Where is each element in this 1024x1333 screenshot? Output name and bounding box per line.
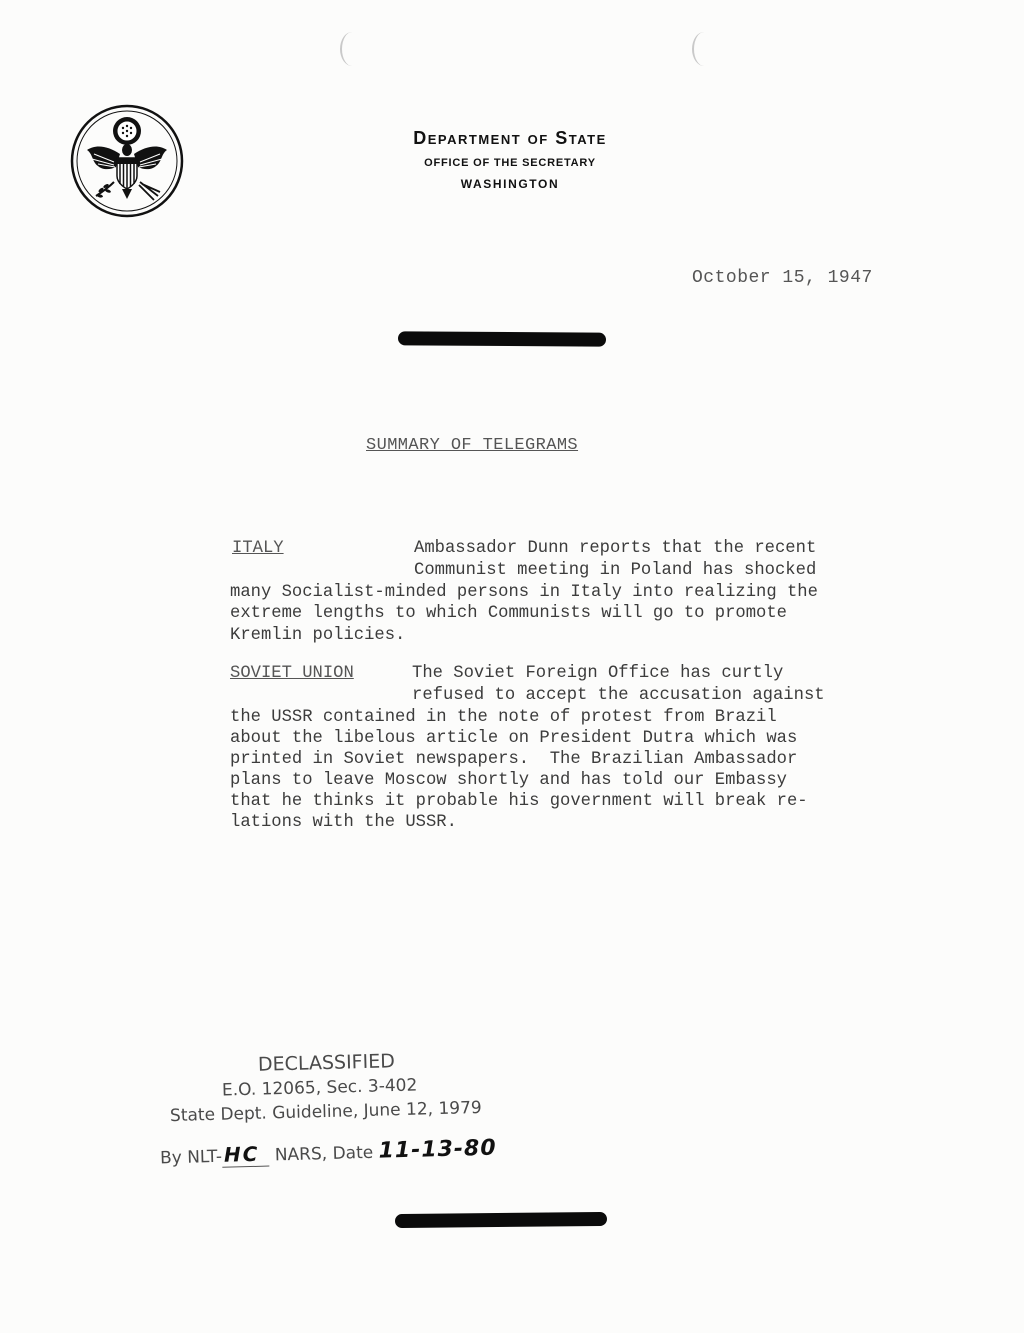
punch-hole-mark: [692, 32, 716, 66]
letterhead: [360, 128, 660, 191]
city-name: WASHINGTON: [460, 177, 560, 191]
document-title: SUMMARY OF TELEGRAMS: [366, 436, 579, 455]
department-name: Department of State: [413, 128, 607, 148]
declassified-stamp-title: DECLASSIFIED: [257, 1050, 396, 1076]
punch-hole-mark: [340, 32, 364, 66]
section-line: extreme lengths to which Communists will go to promote: [230, 604, 787, 623]
section-line: printed in Soviet newspapers. The Brazilian Ambassador: [230, 750, 798, 769]
office-name: OFFICE OF THE SECRETARY: [424, 157, 596, 169]
section-heading-italy: ITALY: [232, 539, 284, 558]
declassified-stamp-guideline: State Dept. Guideline, June 12, 1979: [169, 1097, 482, 1127]
declassified-stamp-signoff: [160, 1136, 497, 1170]
section-line: about the libelous article on President Dutra which was: [230, 729, 798, 748]
section-line: Kremlin policies.: [230, 626, 406, 645]
redaction-bar: [398, 331, 606, 346]
section-heading-soviet-union: SOVIET UNION: [230, 664, 354, 683]
handwritten-date: 11-13-80: [378, 1135, 497, 1164]
section-line: the USSR contained in the note of protest from Brazil: [230, 708, 777, 727]
great-seal-icon: [70, 104, 184, 218]
handwritten-initials: HC: [222, 1142, 270, 1168]
section-line: Communist meeting in Poland has shocked: [414, 561, 817, 580]
section-line: many Socialist-minded persons in Italy into realizing the: [230, 583, 818, 602]
section-first-line: Ambassador Dunn reports that the recent: [414, 539, 817, 558]
section-line: that he thinks it probable his government will break re-: [230, 792, 808, 811]
section-first-line: The Soviet Foreign Office has curtly: [412, 664, 784, 683]
section-line: refused to accept the accusation against: [412, 686, 825, 705]
declassified-stamp-authority: E.O. 12065, Sec. 3-402: [221, 1075, 418, 1101]
nars-date-label: NARS, Date: [274, 1142, 374, 1166]
section-line: plans to leave Moscow shortly and has told our Embassy: [230, 771, 787, 790]
document-date: October 15, 1947: [692, 268, 873, 288]
section-line: lations with the USSR.: [230, 813, 457, 832]
redaction-bar: [395, 1212, 607, 1228]
by-label: By NLT-: [159, 1146, 223, 1169]
